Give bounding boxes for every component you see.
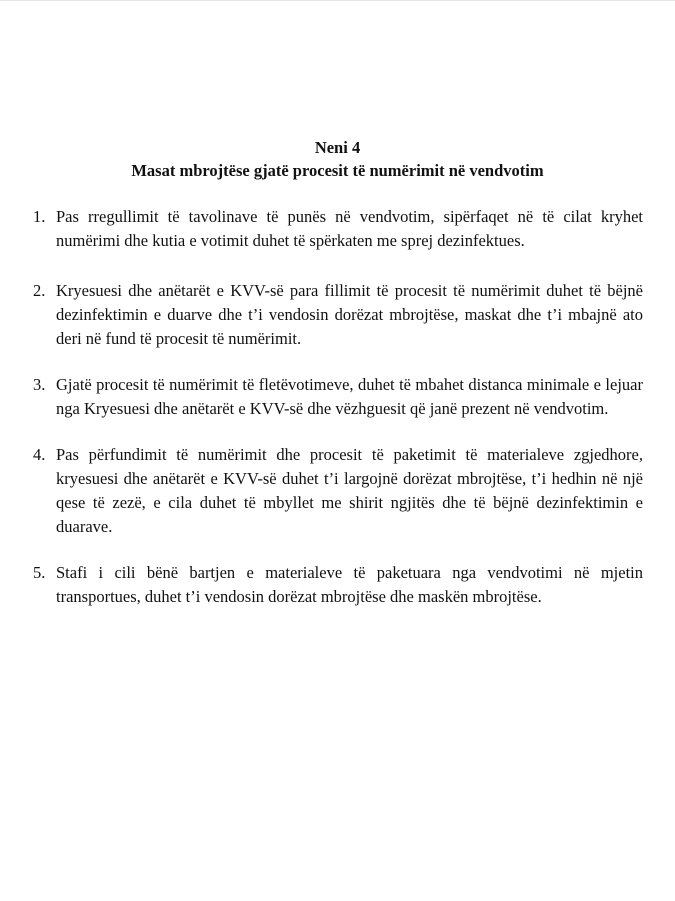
list-item — [33, 205, 643, 253]
item-number: 4. — [33, 445, 46, 464]
item-number: 1. — [33, 207, 46, 226]
list-item — [33, 561, 643, 609]
item-text: Pas rregullimit të tavolinave të punës në vendvotim, sipërfaqet në të cilat kryhet numërimi dhe kutia e votimit duhet të spërkaten me sprej dezinfektues. — [56, 207, 643, 250]
item-number: 3. — [33, 375, 46, 394]
list-item — [33, 279, 643, 351]
item-text: Kryesuesi dhe anëtarët e KVV-së para fillimit të procesit të numërimit duhet të bëjnë dezinfektimin e duarve dhe t’i vendosin dorëzat mbrojtëse, maskat dhe t’i mbajnë ato deri në fund të procesit të numërimit. — [56, 281, 643, 348]
item-number: 5. — [33, 563, 46, 582]
article-title-heading: Masat mbrojtëse gjatë procesit të numërimit në vendvotim — [131, 161, 544, 180]
item-text: Gjatë procesit të numërimit të fletëvotimeve, duhet të mbahet distanca minimale e lejuar nga Kryesuesi dhe anëtarët e KVV-së dhe vëzhguesit që janë prezent në vendvotim. — [56, 375, 643, 418]
article-number-heading: Neni 4 — [314, 138, 361, 157]
item-text: Pas përfundimit të numërimit dhe procesit të paketimit të materialeve zgjedhore, kryesuesi dhe anëtarët e KVV-së duhet t’i largojnë dorëzat mbrojtëse, t’i hedhin në një qese të zezë, e cila duhet të mbyllet me shirit ngjitës dhe të bëjnë dezinfektimin e duarave. — [56, 445, 643, 536]
list-item — [33, 443, 643, 539]
measures-list — [33, 205, 643, 609]
item-number: 2. — [33, 281, 46, 300]
item-text: Stafi i cili bënë bartjen e materialeve të paketuara nga vendvotimi në mjetin transportues, duhet t’i vendosin dorëzat mbrojtëse dhe maskën mbrojtëse. — [56, 563, 643, 606]
list-item — [33, 373, 643, 421]
